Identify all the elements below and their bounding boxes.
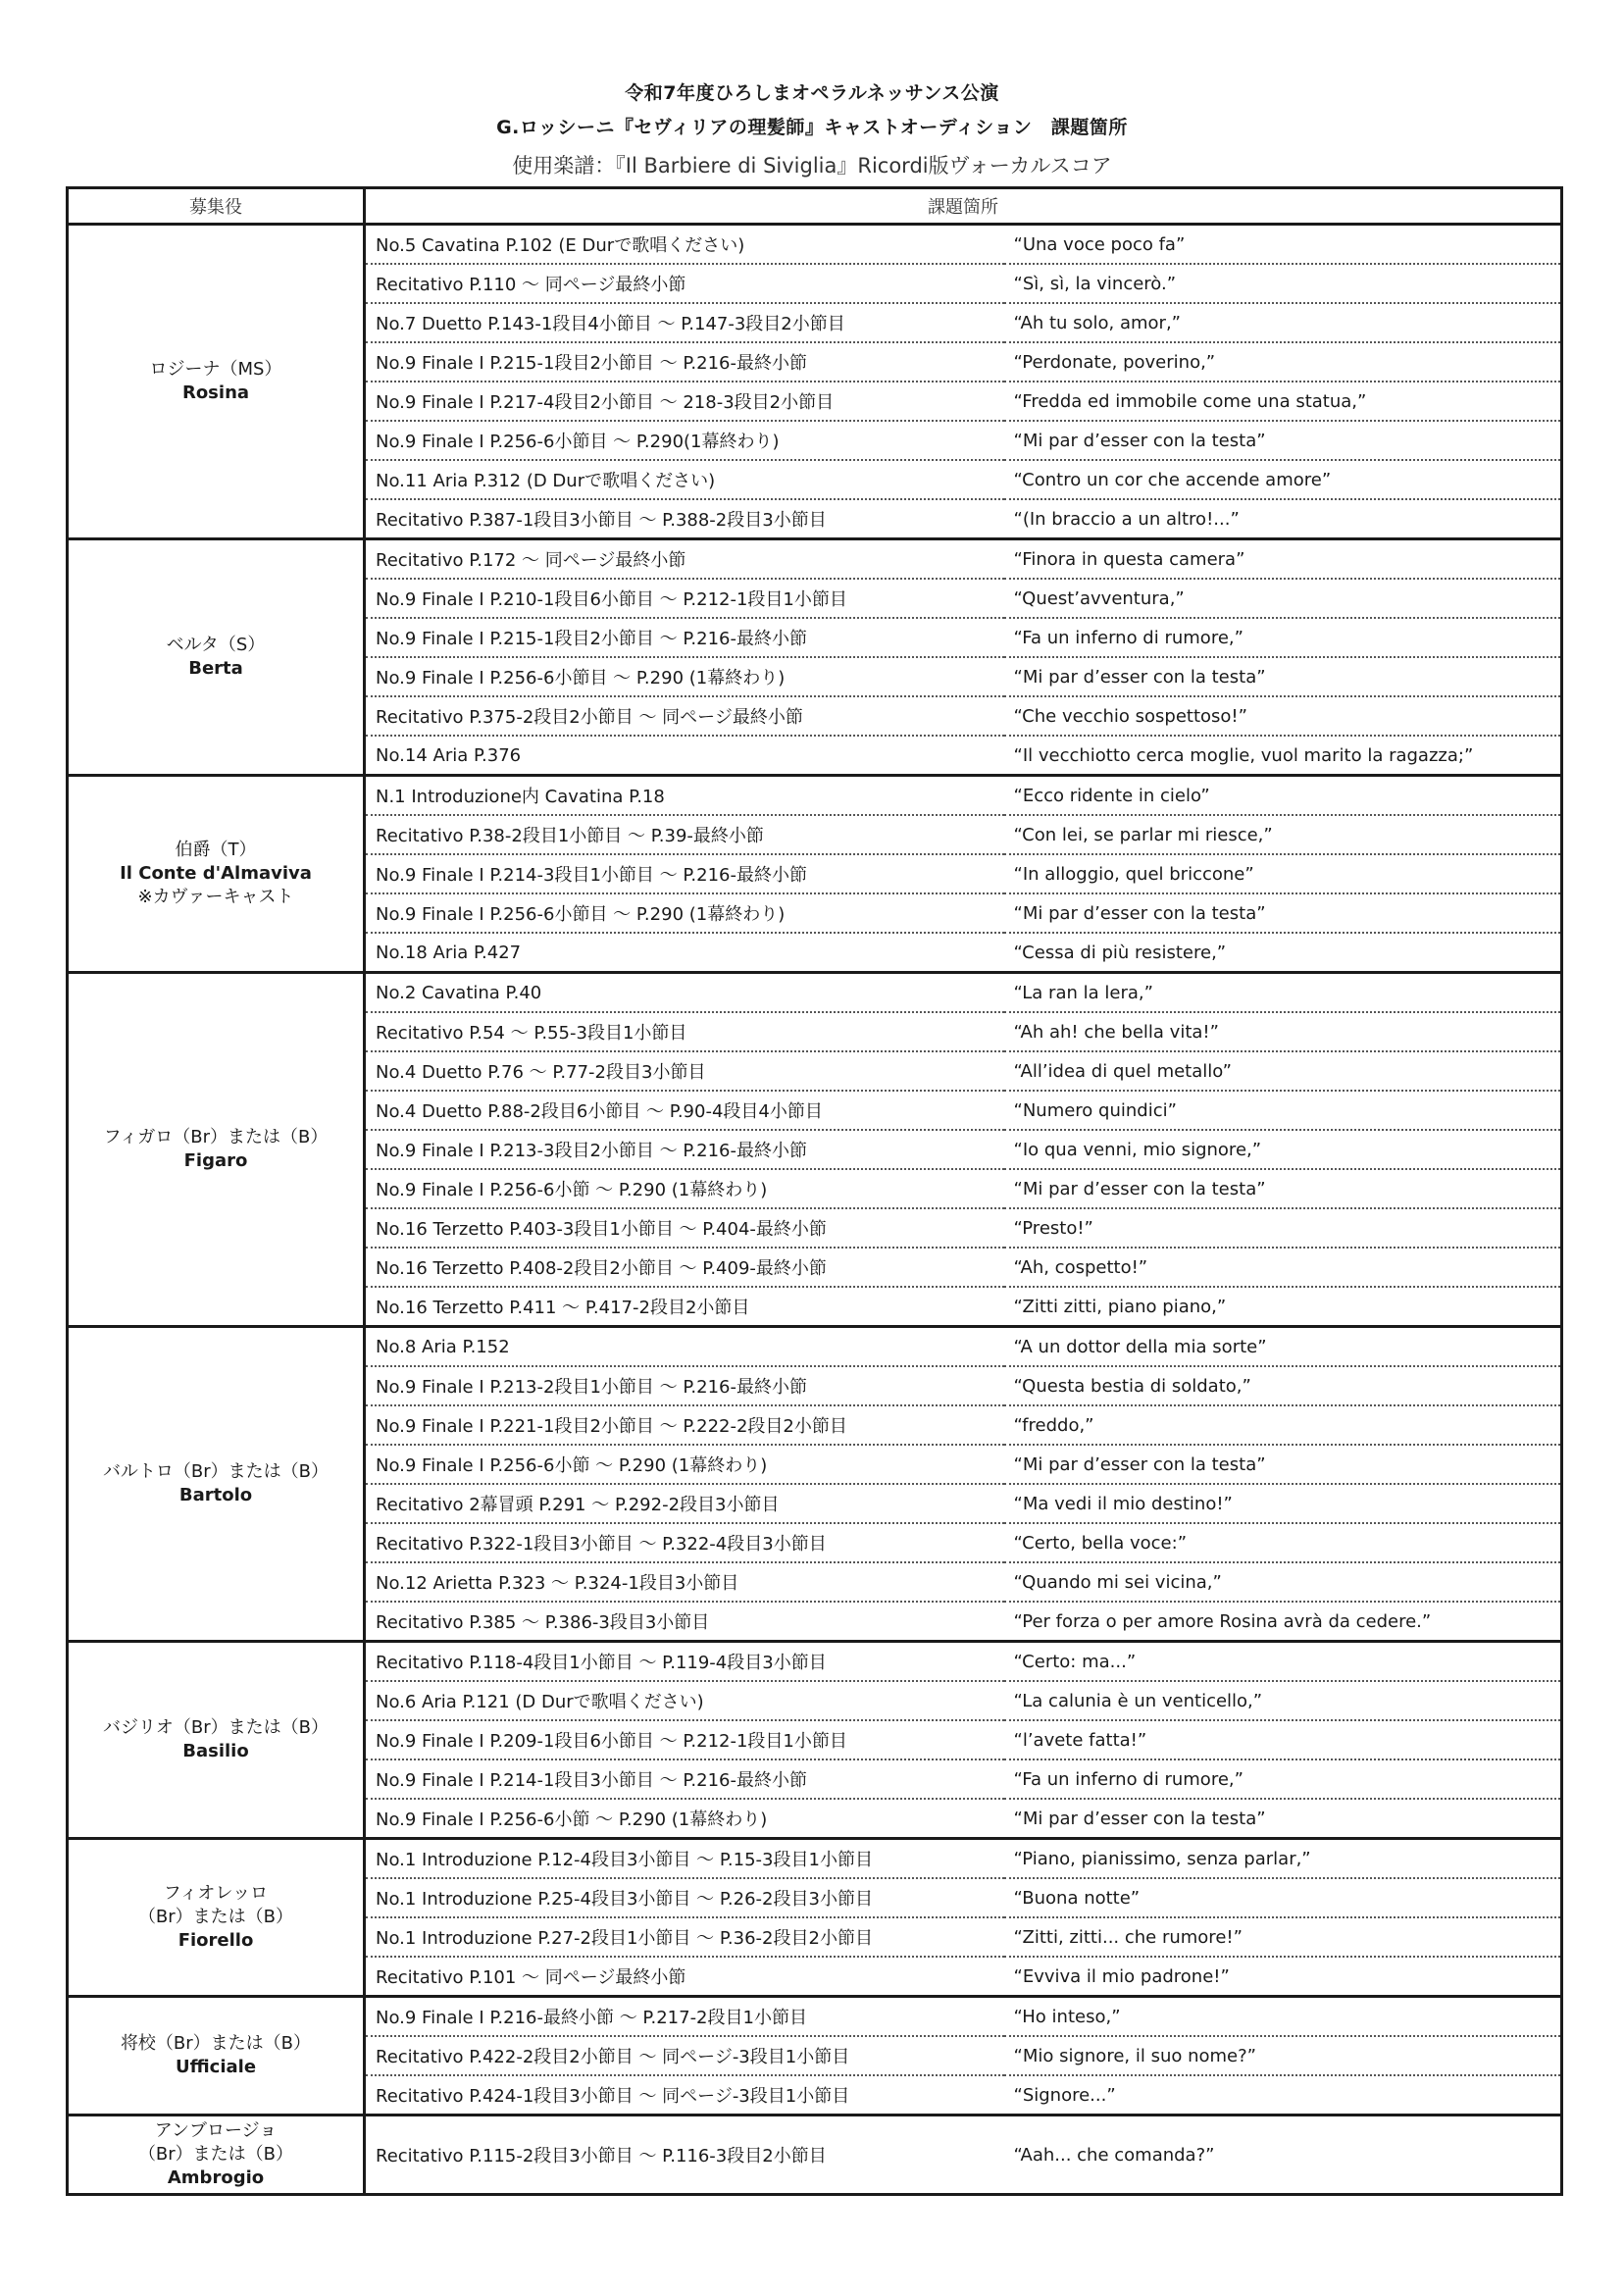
- table-body: [68, 225, 1562, 2195]
- role-name-latin: Il Conte d'Almaviva: [120, 863, 312, 884]
- passage-cell: Recitativo P.172 ～ 同ページ最終小節: [365, 539, 1004, 580]
- lyric-incipit-cell: “Ecco ridente in cielo”: [1004, 776, 1562, 816]
- passage-cell: No.9 Finale I P.213-3段目2小節目 ～ P.216-最終小節: [365, 1130, 1004, 1169]
- passage-cell: No.1 Introduzione P.12-4段目3小節目 ～ P.15-3段目1小節目: [365, 1839, 1004, 1879]
- passage-cell: Recitativo P.387-1段目3小節目 ～ P.388-2段目3小節目: [365, 499, 1004, 539]
- passage-cell: No.9 Finale I P.217-4段目2小節目 ～ 218-3段目2小節目: [365, 382, 1004, 421]
- passage-cell: Recitativo P.38-2段目1小節目 ～ P.39-最終小節: [365, 815, 1004, 854]
- lyric-incipit-cell: “Zitti zitti, piano piano,”: [1004, 1287, 1562, 1327]
- role-name-latin: Ufficiale: [175, 2057, 257, 2077]
- role-name-japanese: フィガロ（Br）または（B）: [103, 1127, 329, 1147]
- role-voice-type: （Br）または（B）: [137, 1907, 294, 1927]
- lyric-incipit-cell: “La ran la lera,”: [1004, 973, 1562, 1013]
- passage-cell: No.9 Finale I P.214-3段目1小節目 ～ P.216-最終小節: [365, 854, 1004, 893]
- lyric-incipit-cell: “Io qua venni, mio signore,”: [1004, 1130, 1562, 1169]
- column-header-passage: 課題箇所: [365, 188, 1562, 225]
- lyric-incipit-cell: “All’idea di quel metallo”: [1004, 1051, 1562, 1091]
- lyric-incipit-cell: “Cessa di più resistere,”: [1004, 933, 1562, 973]
- role-name-latin: Basilio: [182, 1741, 249, 1761]
- score-edition-note: 使用楽譜：『Il Barbiere di Siviglia』Ricordi版ヴォーカルスコア: [512, 154, 1112, 178]
- table-row: [68, 1997, 1562, 2037]
- table-row: [68, 1839, 1562, 1879]
- table-row: [68, 225, 1562, 265]
- lyric-incipit-cell: “In alloggio, quel briccone”: [1004, 854, 1562, 893]
- lyric-incipit-cell: “Fa un inferno di rumore,”: [1004, 618, 1562, 657]
- role-cell: [68, 539, 365, 776]
- lyric-incipit-cell: “Zitti, zitti... che rumore!”: [1004, 1917, 1562, 1957]
- passage-cell: No.9 Finale I P.221-1段目2小節目 ～ P.222-2段目2小節目: [365, 1405, 1004, 1445]
- role-name-japanese: アンブロージョ: [154, 2120, 278, 2141]
- passage-cell: No.11 Aria P.312 (D Durで歌唱ください): [365, 460, 1004, 499]
- lyric-incipit-cell: “Che vecchio sospettoso!”: [1004, 696, 1562, 736]
- table-row: [68, 2116, 1562, 2195]
- passage-cell: Recitativo P.375-2段目2小節目 ～ 同ページ最終小節: [365, 696, 1004, 736]
- lyric-incipit-cell: “Presto!”: [1004, 1208, 1562, 1248]
- passage-cell: No.9 Finale I P.210-1段目6小節目 ～ P.212-1段目1小節目: [365, 579, 1004, 618]
- table-row: [68, 973, 1562, 1013]
- lyric-incipit-cell: “Questa bestia di soldato,”: [1004, 1366, 1562, 1405]
- lyric-incipit-cell: “l’avete fatta!”: [1004, 1720, 1562, 1759]
- lyric-incipit-cell: “Numero quindici”: [1004, 1091, 1562, 1130]
- passage-cell: No.14 Aria P.376: [365, 736, 1004, 776]
- role-voice-type: （Br）または（B）: [137, 2144, 294, 2165]
- lyric-incipit-cell: “Ah ah! che bella vita!”: [1004, 1012, 1562, 1051]
- table-row: [68, 1327, 1562, 1367]
- role-cell: [68, 776, 365, 973]
- passage-cell: Recitativo 2幕冒頭 P.291 ～ P.292-2段目3小節目: [365, 1484, 1004, 1523]
- role-name-latin: Bartolo: [178, 1485, 253, 1505]
- lyric-incipit-cell: “Con lei, se parlar mi riesce,”: [1004, 815, 1562, 854]
- table-header-row: [68, 188, 1562, 225]
- role-cell: [68, 225, 365, 539]
- passage-cell: Recitativo P.385 ～ P.386-3段目3小節目: [365, 1602, 1004, 1642]
- document-title: 令和7年度ひろしまオペラルネッサンス公演: [625, 82, 999, 104]
- passage-cell: Recitativo P.118-4段目1小節目 ～ P.119-4段目3小節目: [365, 1642, 1004, 1682]
- lyric-incipit-cell: “Aah... che comanda?”: [1004, 2116, 1562, 2195]
- role-name-japanese: 将校（Br）または（B）: [120, 2033, 312, 2054]
- audition-table: [66, 186, 1563, 2196]
- lyric-incipit-cell: “Mi par d’esser con la testa”: [1004, 1445, 1562, 1484]
- passage-cell: Recitativo P.110 ～ 同ページ最終小節: [365, 264, 1004, 303]
- lyric-incipit-cell: “Mio signore, il suo nome?”: [1004, 2036, 1562, 2075]
- passage-cell: No.4 Duetto P.88-2段目6小節目 ～ P.90-4段目4小節目: [365, 1091, 1004, 1130]
- passage-cell: No.9 Finale I P.216-最終小節 ～ P.217-2段目1小節目: [365, 1997, 1004, 2037]
- passage-cell: No.16 Terzetto P.403-3段目1小節目 ～ P.404-最終小節: [365, 1208, 1004, 1248]
- lyric-incipit-cell: “Perdonate, poverino,”: [1004, 342, 1562, 382]
- role-cell: [68, 973, 365, 1327]
- passage-cell: No.5 Cavatina P.102 (E Durで歌唱ください): [365, 225, 1004, 265]
- lyric-incipit-cell: “Il vecchiotto cerca moglie, vuol marito la ragazza;”: [1004, 736, 1562, 776]
- lyric-incipit-cell: “Finora in questa camera”: [1004, 539, 1562, 580]
- lyric-incipit-cell: “Buona notte”: [1004, 1878, 1562, 1917]
- role-name-japanese: ベルタ（S）: [166, 635, 266, 655]
- passage-cell: No.9 Finale I P.214-1段目3小節目 ～ P.216-最終小節: [365, 1759, 1004, 1799]
- role-name-japanese: ロジーナ（MS）: [149, 359, 282, 380]
- table-row: [68, 539, 1562, 580]
- passage-cell: No.9 Finale I P.256-6小節目 ～ P.290 (1幕終わり): [365, 657, 1004, 696]
- lyric-incipit-cell: “Evviva il mio padrone!”: [1004, 1957, 1562, 1997]
- passage-cell: No.18 Aria P.427: [365, 933, 1004, 973]
- passage-cell: No.9 Finale I P.256-6小節 ～ P.290 (1幕終わり): [365, 1445, 1004, 1484]
- lyric-incipit-cell: “Una voce poco fa”: [1004, 225, 1562, 265]
- passage-cell: Recitativo P.422-2段目2小節目 ～ 同ページ-3段目1小節目: [365, 2036, 1004, 2075]
- role-note: ※カヴァーキャスト: [137, 887, 294, 907]
- role-name-latin: Fiorello: [178, 1930, 254, 1951]
- passage-cell: No.9 Finale I P.256-6小節目 ～ P.290 (1幕終わり): [365, 893, 1004, 933]
- passage-cell: No.7 Duetto P.143-1段目4小節目 ～ P.147-3段目2小節目: [365, 303, 1004, 342]
- passage-cell: No.9 Finale I P.209-1段目6小節目 ～ P.212-1段目1小節目: [365, 1720, 1004, 1759]
- passage-cell: Recitativo P.54 ～ P.55-3段目1小節目: [365, 1012, 1004, 1051]
- passage-cell: Recitativo P.322-1段目3小節目 ～ P.322-4段目3小節目: [365, 1523, 1004, 1562]
- passage-cell: No.2 Cavatina P.40: [365, 973, 1004, 1013]
- passage-cell: No.16 Terzetto P.408-2段目2小節目 ～ P.409-最終小節: [365, 1248, 1004, 1287]
- lyric-incipit-cell: “Signore...”: [1004, 2075, 1562, 2116]
- lyric-incipit-cell: “Sì, sì, la vincerò.”: [1004, 264, 1562, 303]
- lyric-incipit-cell: “freddo,”: [1004, 1405, 1562, 1445]
- passage-cell: No.6 Aria P.121 (D Durで歌唱ください): [365, 1681, 1004, 1720]
- table-row: [68, 776, 1562, 816]
- lyric-incipit-cell: “Piano, pianissimo, senza parlar,”: [1004, 1839, 1562, 1879]
- lyric-incipit-cell: “Quando mi sei vicina,”: [1004, 1562, 1562, 1602]
- role-cell: [68, 1997, 365, 2116]
- lyric-incipit-cell: “Mi par d’esser con la testa”: [1004, 657, 1562, 696]
- lyric-incipit-cell: “Quest’avventura,”: [1004, 579, 1562, 618]
- role-name-latin: Berta: [188, 658, 243, 679]
- role-cell: [68, 1642, 365, 1839]
- lyric-incipit-cell: “A un dottor della mia sorte”: [1004, 1327, 1562, 1367]
- passage-cell: No.9 Finale I P.215-1段目2小節目 ～ P.216-最終小節: [365, 342, 1004, 382]
- lyric-incipit-cell: “Mi par d’esser con la testa”: [1004, 421, 1562, 460]
- passage-cell: No.1 Introduzione P.25-4段目3小節目 ～ P.26-2段目3小節目: [365, 1878, 1004, 1917]
- passage-cell: No.16 Terzetto P.411 ～ P.417-2段目2小節目: [365, 1287, 1004, 1327]
- lyric-incipit-cell: “Ma vedi il mio destino!”: [1004, 1484, 1562, 1523]
- lyric-incipit-cell: “Certo: ma...”: [1004, 1642, 1562, 1682]
- passage-cell: Recitativo P.115-2段目3小節目 ～ P.116-3段目2小節目: [365, 2116, 1004, 2195]
- lyric-incipit-cell: “Fredda ed immobile come una statua,”: [1004, 382, 1562, 421]
- role-cell: [68, 2116, 365, 2195]
- column-header-role: 募集役: [68, 188, 365, 225]
- passage-cell: No.9 Finale I P.256-6小節 ～ P.290 (1幕終わり): [365, 1169, 1004, 1208]
- lyric-incipit-cell: “Ho inteso,”: [1004, 1997, 1562, 2037]
- passage-cell: No.9 Finale I P.213-2段目1小節目 ～ P.216-最終小節: [365, 1366, 1004, 1405]
- lyric-incipit-cell: “Per forza o per amore Rosina avrà da cedere.”: [1004, 1602, 1562, 1642]
- lyric-incipit-cell: “Ah, cospetto!”: [1004, 1248, 1562, 1287]
- role-name-japanese: バルトロ（Br）または（B）: [102, 1461, 330, 1482]
- passage-cell: N.1 Introduzione内 Cavatina P.18: [365, 776, 1004, 816]
- lyric-incipit-cell: “Mi par d’esser con la testa”: [1004, 1799, 1562, 1839]
- lyric-incipit-cell: “Contro un cor che accende amore”: [1004, 460, 1562, 499]
- passage-cell: No.9 Finale I P.256-6小節 ～ P.290 (1幕終わり): [365, 1799, 1004, 1839]
- role-cell: [68, 1327, 365, 1642]
- lyric-incipit-cell: “Mi par d’esser con la testa”: [1004, 893, 1562, 933]
- passage-cell: No.8 Aria P.152: [365, 1327, 1004, 1367]
- passage-cell: No.4 Duetto P.76 ～ P.77-2段目3小節目: [365, 1051, 1004, 1091]
- passage-cell: No.12 Arietta P.323 ～ P.324-1段目3小節目: [365, 1562, 1004, 1602]
- passage-cell: No.9 Finale I P.256-6小節目 ～ P.290(1幕終わり): [365, 421, 1004, 460]
- lyric-incipit-cell: “Ah tu solo, amor,”: [1004, 303, 1562, 342]
- lyric-incipit-cell: “(In braccio a un altro!...”: [1004, 499, 1562, 539]
- lyric-incipit-cell: “Fa un inferno di rumore,”: [1004, 1759, 1562, 1799]
- table-row: [68, 1642, 1562, 1682]
- role-name-japanese: バジリオ（Br）または（B）: [103, 1717, 329, 1738]
- document-subtitle: G.ロッシーニ『セヴィリアの理髪師』キャストオーディション 課題箇所: [496, 117, 1128, 138]
- role-name-latin: Rosina: [181, 382, 250, 403]
- role-name-latin: Figaro: [183, 1150, 248, 1171]
- passage-cell: No.9 Finale I P.215-1段目2小節目 ～ P.216-最終小節: [365, 618, 1004, 657]
- role-cell: [68, 1839, 365, 1997]
- lyric-incipit-cell: “Mi par d’esser con la testa”: [1004, 1169, 1562, 1208]
- role-name-japanese: 伯爵（T）: [175, 840, 257, 860]
- role-name-japanese: フィオレッロ: [163, 1883, 269, 1904]
- lyric-incipit-cell: “La calunia è un venticello,”: [1004, 1681, 1562, 1720]
- lyric-incipit-cell: “Certo, bella voce:”: [1004, 1523, 1562, 1562]
- passage-cell: No.1 Introduzione P.27-2段目1小節目 ～ P.36-2段目2小節目: [365, 1917, 1004, 1957]
- passage-cell: Recitativo P.424-1段目3小節目 ～ 同ページ-3段目1小節目: [365, 2075, 1004, 2116]
- role-name-latin: Ambrogio: [167, 2167, 265, 2188]
- passage-cell: Recitativo P.101 ～ 同ページ最終小節: [365, 1957, 1004, 1997]
